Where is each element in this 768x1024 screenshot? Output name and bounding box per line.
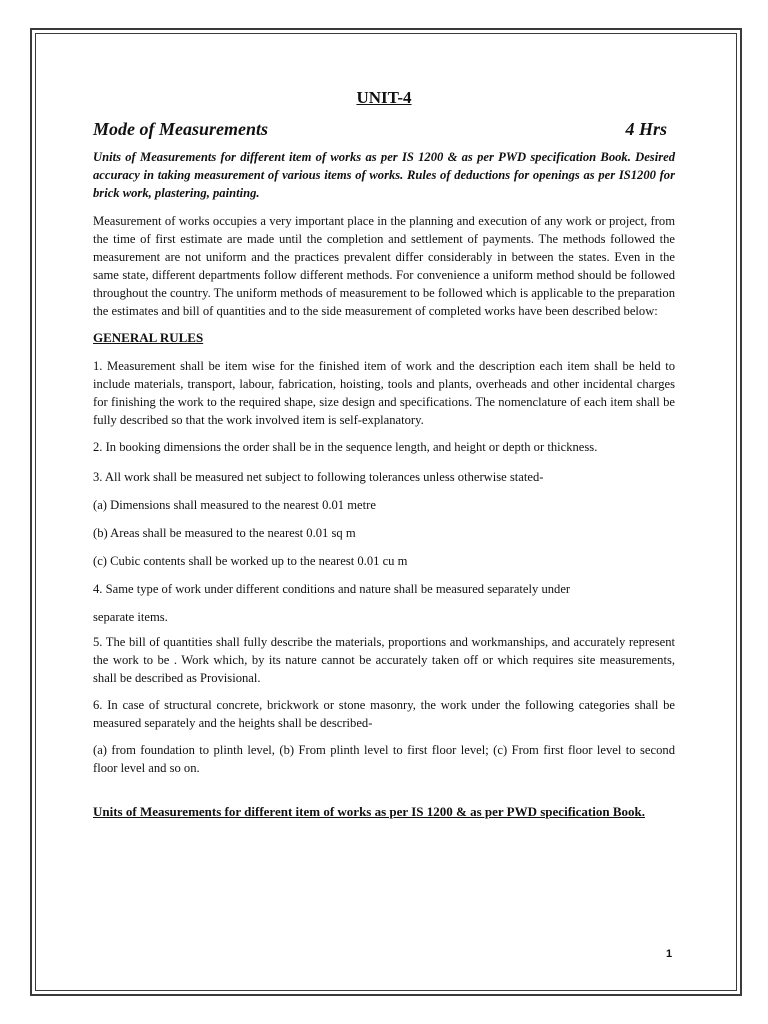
rule-4: 4. Same type of work under different conditions and nature shall be measured separately under	[93, 582, 571, 596]
rule-4-continued: separate items.	[93, 610, 168, 624]
heading-row	[93, 118, 675, 140]
page-number: 1	[666, 948, 673, 960]
rule-3a: (a) Dimensions shall measured to the nearest 0.01 metre	[93, 498, 376, 512]
document-body	[93, 88, 675, 821]
rule-1: 1. Measurement shall be item wise for the finished item of work and the description each item shall be held to include materials, transport, labour, fabrication, hoisting, tools and plants, overheads and other incidental charges for finishing the work to the required shape, size design and specifications. The nomenclature of each item shall be fully described so that the work involved item is self-explanatory.	[93, 359, 675, 427]
rule-3: 3. All work shall be measured net subject to following tolerances unless otherwise stated-	[93, 470, 544, 484]
general-rules-heading: GENERAL RULES	[93, 330, 204, 345]
rule-6: 6. In case of structural concrete, brickwork or stone masonry, the work under the following categories shall be measured separately and the heights shall be described-	[93, 698, 675, 730]
rule-3b: (b) Areas shall be measured to the nearest 0.01 sq m	[93, 526, 356, 540]
intro-summary: Units of Measurements for different item of works as per IS 1200 & as per PWD specification Book. Desired accuracy in taking measurement of various items of works. Rules of deductions for openings as per IS1200 for brick work, plastering, painting.	[93, 150, 675, 200]
duration-label: 4 Hrs	[625, 119, 667, 139]
units-heading: Units of Measurements for different item of works as per IS 1200 & as per PWD specification Book.	[93, 804, 645, 819]
rule-2: 2. In booking dimensions the order shall be in the sequence length, and height or depth or thickness.	[93, 440, 598, 454]
rule-6-categories: (a) from foundation to plinth level, (b) From plinth level to first floor level; (c) From first floor level to second floor level and so on.	[93, 743, 675, 775]
rule-3c: (c) Cubic contents shall be worked up to the nearest 0.01 cu m	[93, 554, 408, 568]
intro-paragraph: Measurement of works occupies a very important place in the planning and execution of any work or project, from the time of first estimate are made until the completion and settlement of payments. The methods followed the measurement are not uniform and the practices prevalent differ considerably in between the states. Even in the same state, different departments follow different methods. For convenience a uniform method should be followed throughout the country. The uniform methods of measurement to be followed which is applicable to the preparation the estimates and bill of quantities and to the side measurement of completed works have been described below:	[93, 214, 675, 318]
unit-title: UNIT-4	[356, 88, 412, 107]
section-heading-mode-of-measurements: Mode of Measurements	[93, 119, 268, 139]
rule-5: 5. The bill of quantities shall fully describe the materials, proportions and workmanships, and accurately represent the work to be . Work which, by its nature cannot be accurately taken off or which requires site measurements, shall be described as Provisional.	[93, 635, 675, 685]
